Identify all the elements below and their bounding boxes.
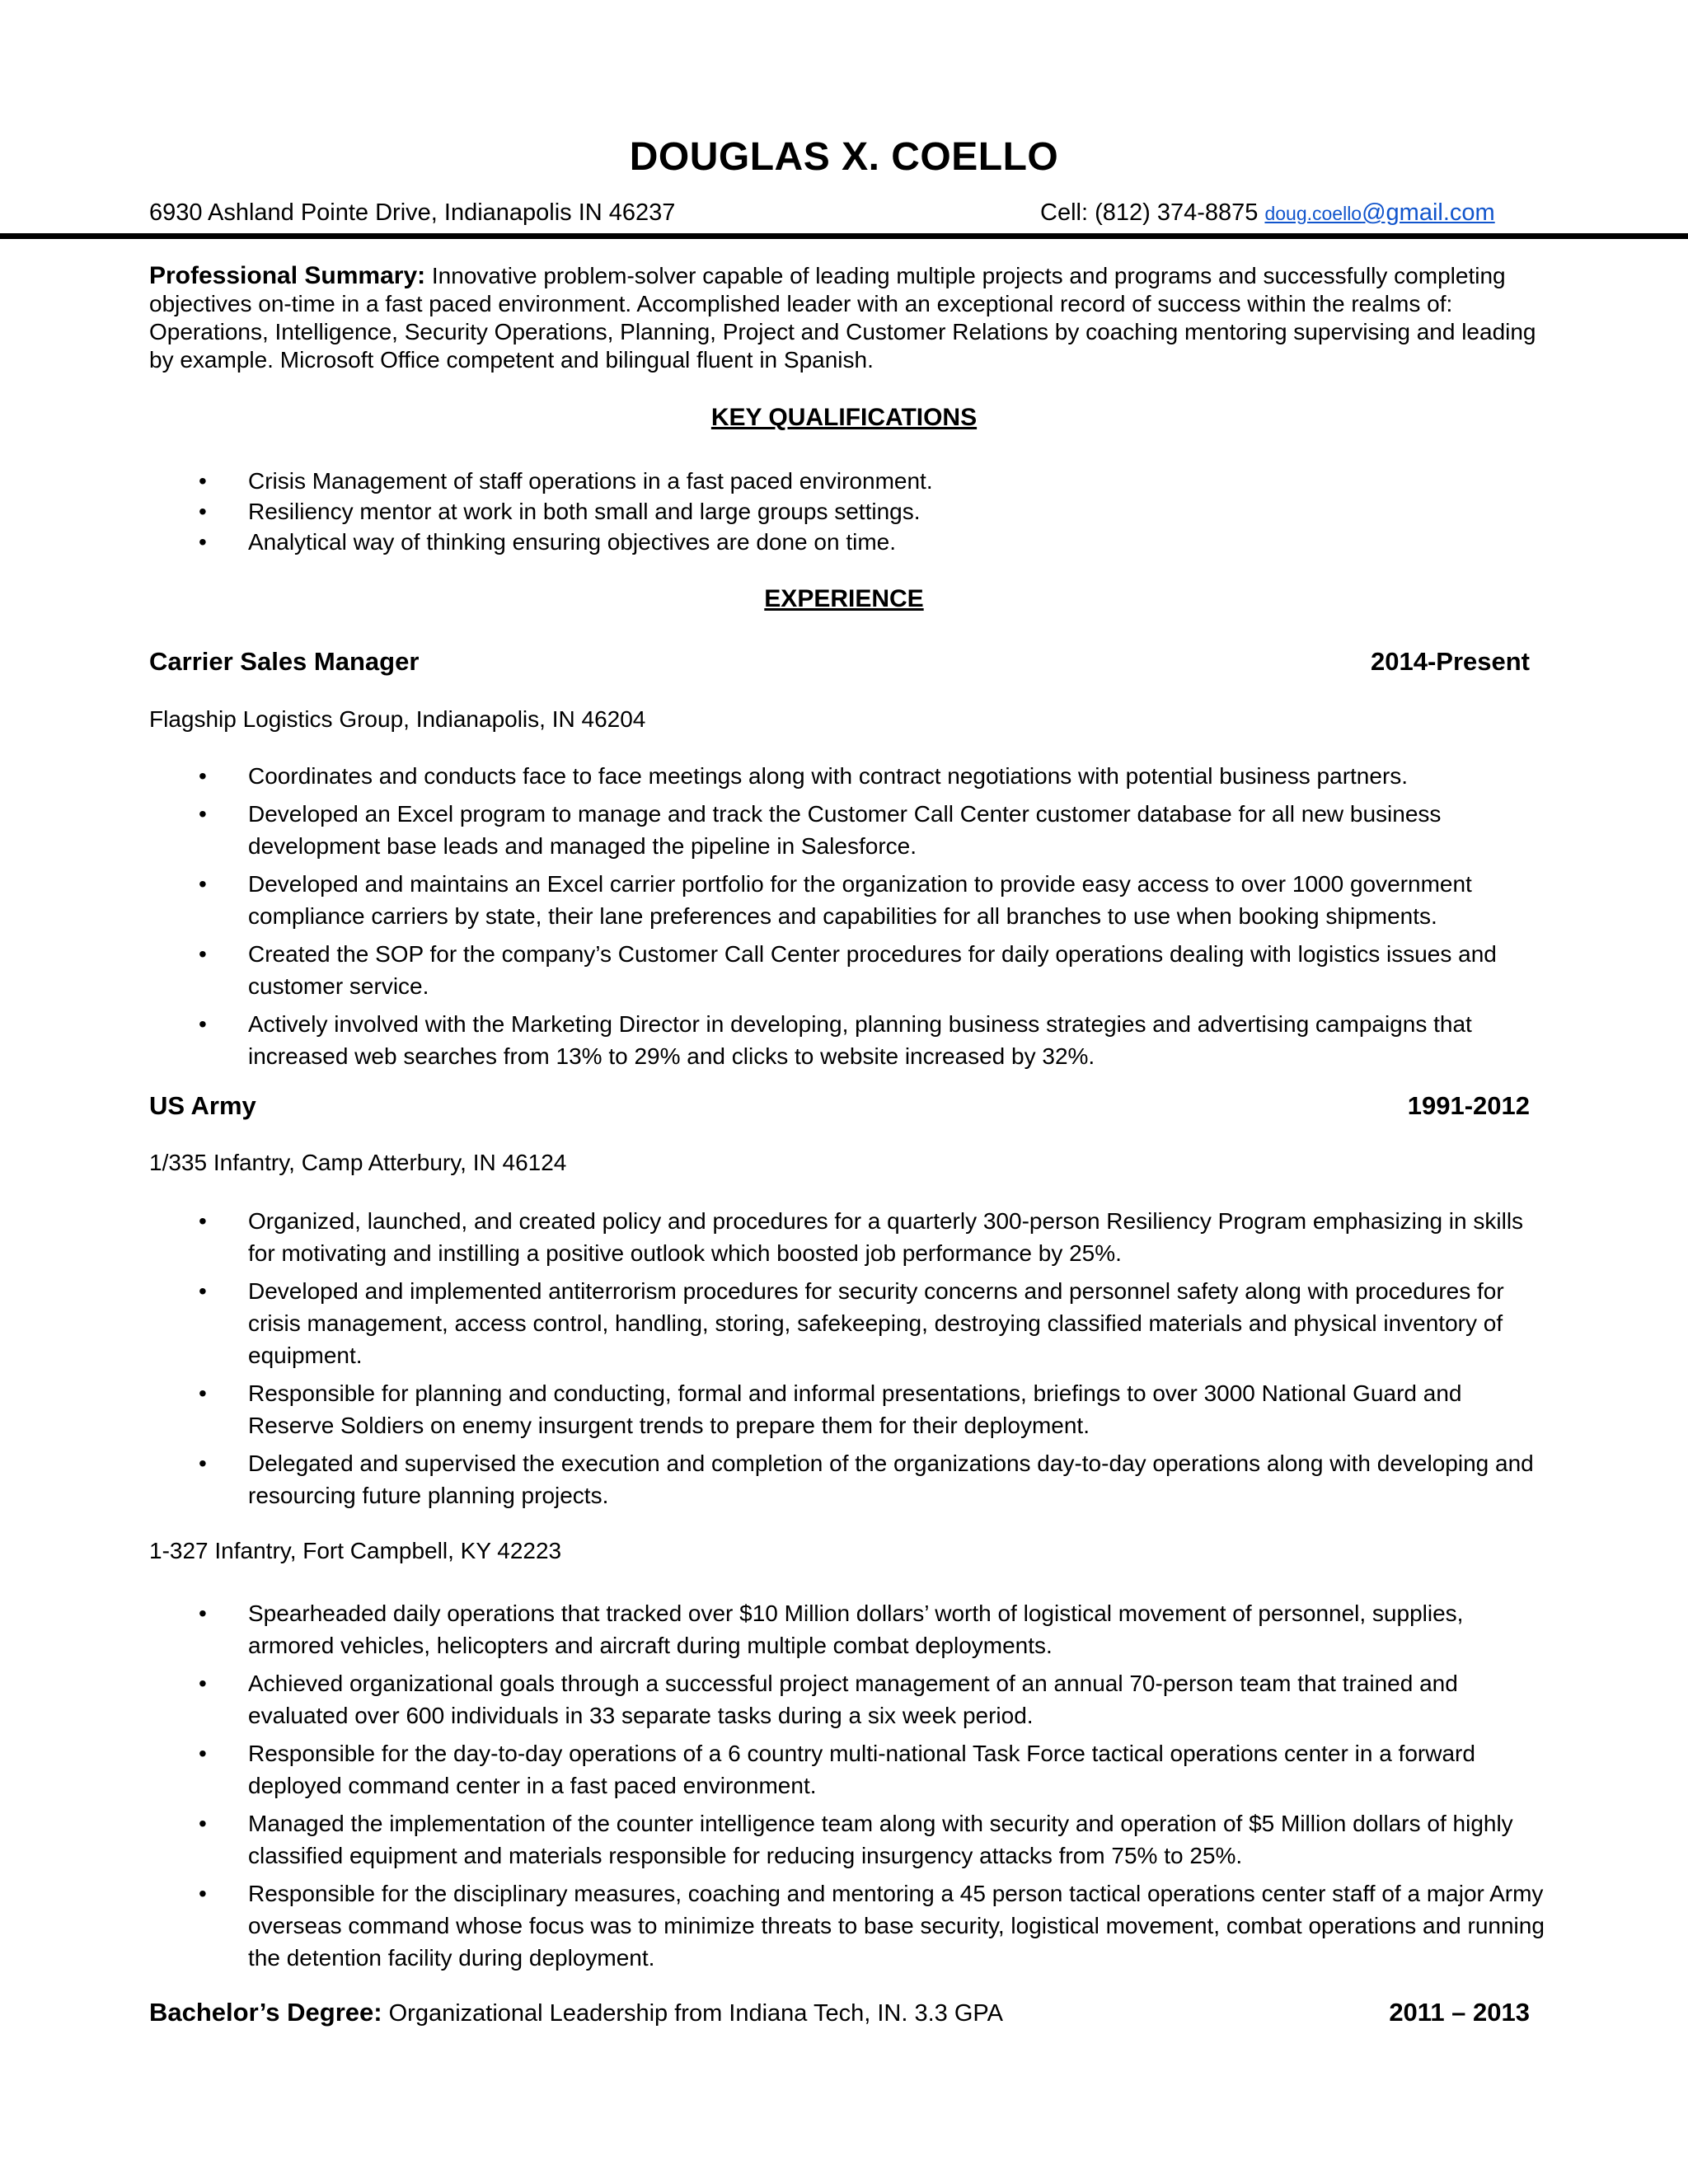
list-item: • Coordinates and conducts face to face meetings along with contract negotiations with potential business partners. — [149, 760, 1550, 792]
email-link[interactable] — [1264, 199, 1494, 226]
list-item: • Managed the implementation of the counter intelligence team along with security and operation of $5 Million dollars of highly classified equipment and materials responsible for reducing insurgency attacks from 75% to 25%. — [149, 1807, 1550, 1872]
key-qualifications-list — [149, 466, 1550, 557]
degree-text: Organizational Leadership from Indiana Tech, IN. 3.3 GPA — [388, 2000, 1003, 2027]
job-bullets — [149, 1205, 1550, 1517]
list-item: • Developed an Excel program to manage and track the Customer Call Center customer database for all new business development base leads and managed the pipeline in Salesforce. — [149, 798, 1550, 862]
list-item: • Spearheaded daily operations that tracked over $10 Million dollars’ worth of logistical movement of personnel, supplies, armored vehicles, helicopters and aircraft during multiple combat deployments. — [149, 1597, 1550, 1661]
email-domain: @gmail.com — [1362, 199, 1495, 226]
job-bullets — [149, 1597, 1550, 1980]
list-item: • Crisis Management of staff operations in a fast paced environment. — [149, 466, 1550, 496]
list-item: • Resiliency mentor at work in both small and large groups settings. — [149, 496, 1550, 527]
summary-label: Professional Summary: — [149, 262, 426, 289]
list-item: • Achieved organizational goals through a successful project management of an annual 70-person team that trained and evaluated over 600 individuals in 33 separate tasks during a six week period. — [149, 1667, 1550, 1732]
job-dates: 2014-Present — [1370, 647, 1530, 676]
list-item: • Organized, launched, and created policy and procedures for a quarterly 300-person Resiliency Program emphasizing in skills for motivating and instilling a positive outlook which boosted job performance by 25%. — [149, 1205, 1550, 1269]
degree-label: Bachelor’s Degree: — [149, 1998, 382, 2027]
header-divider — [0, 233, 1688, 239]
professional-summary — [149, 262, 1542, 374]
experience-heading: EXPERIENCE — [764, 585, 924, 612]
list-item: • Analytical way of thinking ensuring objectives are done on time. — [149, 527, 1550, 557]
job-organization: 1/335 Infantry, Camp Atterbury, IN 46124 — [149, 1150, 567, 1175]
cell-phone: Cell: (812) 374-8875 — [1040, 199, 1259, 226]
job-organization: Flagship Logistics Group, Indianapolis, IN 46204 — [149, 706, 646, 732]
candidate-name: DOUGLAS X. COELLO — [629, 135, 1059, 179]
list-item: • Responsible for the disciplinary measures, coaching and mentoring a 45 person tactical operations center staff of a major Army overseas command whose focus was to minimize threats to base security, logistical movement, combat operations and running the detention facility during deployment. — [149, 1877, 1550, 1974]
list-item: • Delegated and supervised the execution and completion of the organizations day-to-day operations along with developing and resourcing future planning projects. — [149, 1447, 1550, 1511]
list-item: • Responsible for planning and conducting, formal and informal presentations, briefings to over 3000 National Guard and Reserve Soldiers on enemy insurgent trends to prepare them for their deployment. — [149, 1377, 1550, 1441]
list-item: • Created the SOP for the company’s Customer Call Center procedures for daily operations dealing with logistics issues and customer service. — [149, 938, 1550, 1002]
degree-dates: 2011 – 2013 — [1389, 1998, 1530, 2027]
job-title: US Army — [149, 1091, 256, 1120]
summary-text: Innovative problem-solver capable of leading multiple projects and programs and successfully completing objectives on-time in a fast paced environment. Accomplished leader with an exceptional record of success within the realms of: Operations, Intelligence, Security Operations, Planning, Project and Customer Relations by coaching mentoring supervising and leading by example. Microsoft Office competent and bilingual fluent in Spanish. — [149, 263, 1536, 373]
address: 6930 Ashland Pointe Drive, Indianapolis IN 46237 — [149, 199, 676, 226]
key-qualifications-heading: KEY QUALIFICATIONS — [710, 404, 978, 431]
contact-info — [1040, 199, 1495, 227]
job-bullets — [149, 760, 1550, 1078]
job-title: Carrier Sales Manager — [149, 647, 420, 676]
education — [149, 1998, 1003, 2027]
job-dates: 1991-2012 — [1407, 1091, 1530, 1120]
list-item: • Responsible for the day-to-day operations of a 6 country multi-national Task Force tactical operations center in a forward deployed command center in a fast paced environment. — [149, 1737, 1550, 1802]
list-item: • Developed and maintains an Excel carrier portfolio for the organization to provide easy access to over 1000 government compliance carriers by state, their lane preferences and capabilities for all branches to use when booking shipments. — [149, 868, 1550, 932]
email-user: doug.coello — [1264, 203, 1362, 224]
job-organization: 1-327 Infantry, Fort Campbell, KY 42223 — [149, 1538, 562, 1563]
list-item: • Developed and implemented antiterrorism procedures for security concerns and personnel safety along with procedures for crisis management, access control, handling, storing, safekeeping, destroying classified materials and physical inventory of equipment. — [149, 1275, 1550, 1371]
list-item: • Actively involved with the Marketing Director in developing, planning business strategies and advertising campaigns that increased web searches from 13% to 29% and clicks to website increased by 32%. — [149, 1008, 1550, 1072]
